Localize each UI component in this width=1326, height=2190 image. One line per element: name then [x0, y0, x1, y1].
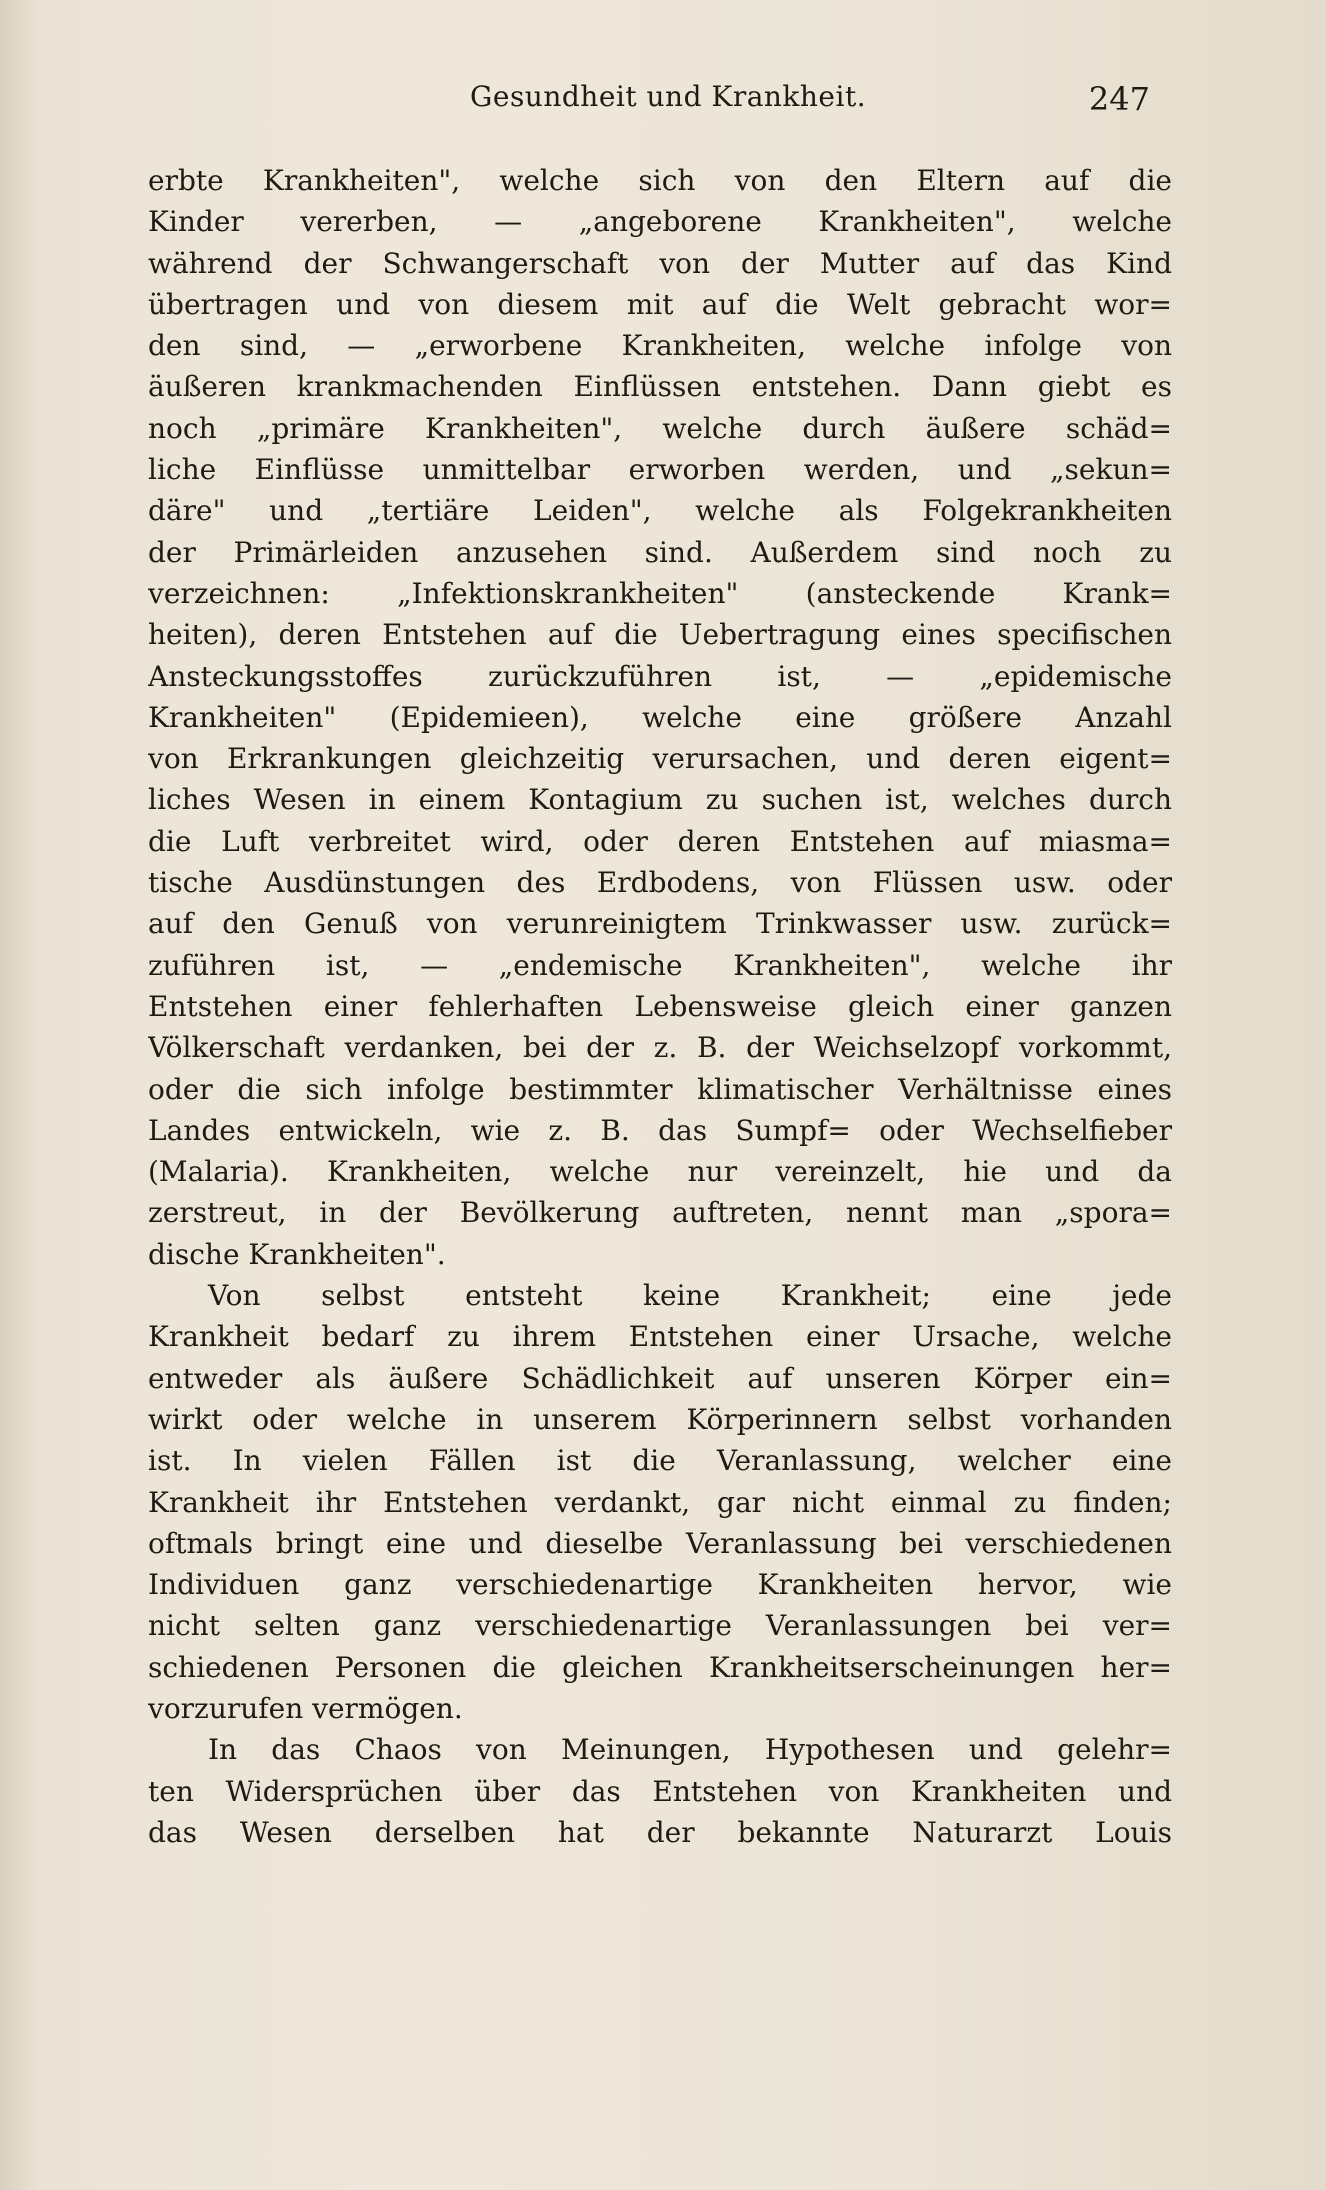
page-number: 247	[1088, 80, 1150, 118]
paragraph-end-line: vorzurufen vermögen.	[148, 1691, 463, 1725]
text-line: Krankheiten" (Epidemieen), welche eine größere Anzahl	[148, 700, 1172, 734]
text-line: während der Schwangerschaft von der Mutter auf das Kind	[148, 246, 1172, 280]
text-line: schiedenen Personen die gleichen Krankheitserscheinungen her=	[148, 1650, 1172, 1684]
paragraph-start-line: Von selbst entsteht keine Krankheit; eine jede	[208, 1279, 1172, 1313]
text-line: äußeren krankmachenden Einflüssen entstehen. Dann giebt es	[148, 370, 1172, 404]
text-line: auf den Genuß von verunreinigtem Trinkwasser usw. zurück=	[148, 907, 1172, 941]
text-line: Entstehen einer fehlerhaften Lebensweise gleich einer ganzen	[148, 989, 1172, 1023]
text-line: die Luft verbreitet wird, oder deren Entstehen auf miasma=	[148, 824, 1172, 858]
paragraph-start-line: In das Chaos von Meinungen, Hypothesen und gelehr=	[208, 1733, 1172, 1767]
text-line: liches Wesen in einem Kontagium zu suchen ist, welches durch	[148, 783, 1172, 817]
text-line: (Malaria). Krankheiten, welche nur vereinzelt, hie und da	[148, 1155, 1172, 1189]
text-line: noch „primäre Krankheiten", welche durch äußere schäd=	[148, 411, 1172, 445]
running-title: Gesundheit und Krankheit.	[470, 80, 867, 113]
text-line: das Wesen derselben hat der bekannte Naturarzt Louis	[148, 1815, 1172, 1849]
text-line: Krankheit bedarf zu ihrem Entstehen einer Ursache, welche	[148, 1320, 1172, 1354]
text-line: verzeichnen: „Infektionskrankheiten" (ansteckende Krank=	[148, 576, 1172, 610]
text-line: der Primärleiden anzusehen sind. Außerdem sind noch zu	[148, 535, 1172, 569]
text-line: nicht selten ganz verschiedenartige Veranlassungen bei ver=	[148, 1609, 1172, 1643]
text-line: Ansteckungsstoffes zurückzuführen ist, — „epidemische	[148, 659, 1172, 693]
text-line: heiten), deren Entstehen auf die Uebertragung eines specifischen	[148, 618, 1172, 652]
text-line: Individuen ganz verschiedenartige Krankheiten hervor, wie	[148, 1568, 1172, 1602]
text-line: Völkerschaft verdanken, bei der z. B. der Weichselzopf vorkommt,	[148, 1031, 1172, 1065]
paragraph-end-line: dische Krankheiten".	[148, 1237, 446, 1271]
text-line: Landes entwickeln, wie z. B. das Sumpf= oder Wechselfieber	[148, 1113, 1172, 1147]
text-line: erbte Krankheiten", welche sich von den Eltern auf die	[148, 164, 1172, 197]
text-line: ten Widersprüchen über das Entstehen von Krankheiten und	[148, 1774, 1172, 1808]
text-line: zerstreut, in der Bevölkerung auftreten, nennt man „spora=	[148, 1196, 1172, 1230]
text-line: oftmals bringt eine und dieselbe Veranlassung bei verschiedenen	[148, 1526, 1172, 1560]
text-line: Krankheit ihr Entstehen verdankt, gar nicht einmal zu finden;	[148, 1485, 1172, 1519]
text-line: übertragen und von diesem mit auf die Welt gebracht wor=	[148, 287, 1172, 321]
body-text	[148, 160, 1172, 1853]
text-line: zuführen ist, — „endemische Krankheiten", welche ihr	[148, 948, 1172, 982]
text-line: oder die sich infolge bestimmter klimatischer Verhältnisse eines	[148, 1072, 1172, 1106]
page-header	[150, 80, 1150, 130]
text-line: Kinder vererben, — „angeborene Krankheiten", welche	[148, 205, 1172, 239]
text-line: tische Ausdünstungen des Erdbodens, von Flüssen usw. oder	[148, 866, 1172, 900]
text-line: von Erkrankungen gleichzeitig verursachen, und deren eigent=	[148, 742, 1172, 776]
text-line: däre" und „tertiäre Leiden", welche als Folgekrankheiten	[148, 494, 1172, 528]
text-line: liche Einflüsse unmittelbar erworben werden, und „sekun=	[148, 453, 1172, 487]
text-line: wirkt oder welche in unserem Körperinnern selbst vorhanden	[148, 1402, 1172, 1436]
text-line: den sind, — „erworbene Krankheiten, welche infolge von	[148, 329, 1172, 363]
text-line: ist. In vielen Fällen ist die Veranlassung, welcher eine	[148, 1444, 1172, 1478]
text-line: entweder als äußere Schädlichkeit auf unseren Körper ein=	[148, 1361, 1172, 1395]
